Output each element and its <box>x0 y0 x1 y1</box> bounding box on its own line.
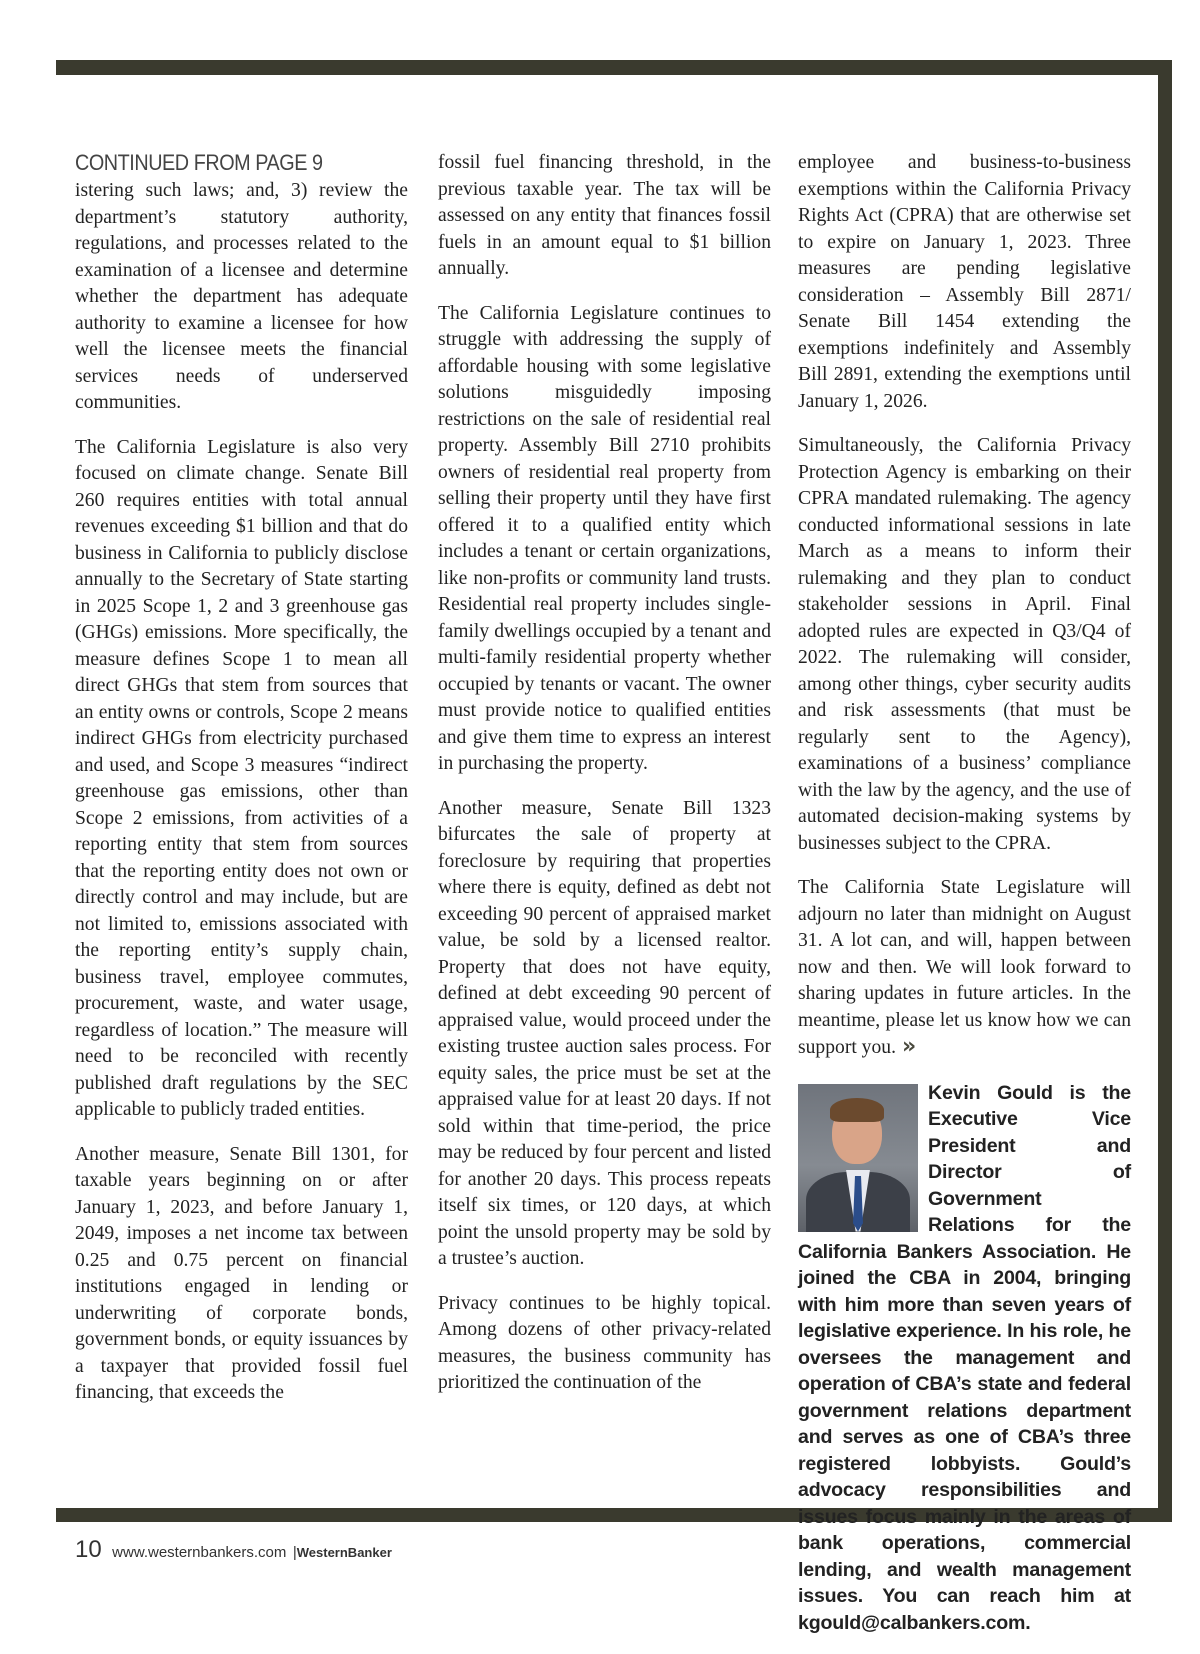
paragraph-closing-text: The California State Legislature will adjourn no later than midnight on August 31. A lot can, and will, happen between now and then. We will look forward to sharing updates in future articles. In the meantime, please let us know how we can support you. <box>798 877 1131 1058</box>
website-link[interactable]: www.westernbankers.com <box>112 1544 287 1561</box>
author-bio-text: Kevin Gould is the Executive Vice President and Director of Government Relations for the California Bankers Association. He joined the CBA in 2004, bringing with him more than seven years of legislative experience. In his role, he oversees the management and operation of CBA’s state and federal government relations department and serves as one of CBA’s three registered lobbyists. Gould’s advocacy responsibilities and issues focus mainly in the areas of bank operations, commercial lending, and wealth management issues. You can reach him at kgould@calbankers.com. <box>798 1081 1131 1634</box>
paragraph: The California Legislature is also very focused on climate change. Senate Bill 260 requires entities with total annual revenues exceeding $1 billion and that do business in California to publicly disclose annually to the Secretary of State starting in 2025 Scope 1, 2 and 3 greenhouse gas (GHGs) emissions. More specifically, the measure defines Scope 1 to mean all direct GHGs that stem from sources that an entity owns or controls, Scope 2 means indirect GHGs from electricity purchased and used, and Scope 3 measures “indirect greenhouse gas emissions, other than Scope 2 emissions, from activities of a reporting entity that stem from sources that the reporting entity does not own or directly control and may include, but are not limited to, emissions associated with the reporting entity’s supply chain, business travel, employee commutes, procurement, waste, and water usage, regardless of location.” The measure will need to be reconciled with recently published draft regulations by the SEC applicable to publicly traded entities. <box>75 436 408 1120</box>
footer-separator: | <box>292 1544 297 1561</box>
article-column-1 <box>75 150 408 1425</box>
paragraph: istering such laws; and, 3) review the department’s statutory authority, regulations, and processes related to the examination of a licensee and determine whether the department has adequate authority to examine a licensee for how well the licensee meets the financial services needs of underserved communities. <box>75 180 408 413</box>
paragraph: Another measure, Senate Bill 1323 bifurcates the sale of property at foreclosure by requiring that properties where there is equity, defined as debt not exceeding 90 percent of appraised market value, be sold by a licensed realtor. Property that does not have equity, defined at debt exceeding 90 percent of appraised value, would proceed under the existing trustee auction sales process. For equity sales, the price must be set at the appraised value for at least 20 days. If not sold within that time-period, the price may be reduced by four percent and listed for another 20 days. This process repeats itself six times, or 120 days, at which point the unsold property may be sold by a trustee’s auction. <box>438 797 771 1269</box>
article-column-3 <box>798 150 1131 1654</box>
author-bio <box>798 1080 1131 1637</box>
end-of-article-icon: » <box>901 1034 911 1059</box>
publication-name: WesternBanker <box>296 1545 392 1560</box>
page-footer <box>75 1536 392 1564</box>
paragraph: Privacy continues to be highly topical. Among dozens of other privacy-related measures, the business community has prioritized the continuation of the <box>438 1292 771 1393</box>
author-photo <box>798 1084 918 1232</box>
paragraph: Another measure, Senate Bill 1301, for taxable years beginning on or after January 1, 2023, and before January 1, 2049, imposes a net income tax between 0.25 and 0.75 percent on financial institutions engaged in lending or underwriting of corporate bonds, government bonds, or equity issuances by a taxpayer that provided fossil fuel financing, that exceeds the <box>75 1143 408 1403</box>
frame-top-bar <box>56 60 1172 75</box>
paragraph: fossil fuel financing threshold, in the previous taxable year. The tax will be assessed on any entity that finances fossil fuels in an amount equal to $1 billion annually. <box>438 152 771 279</box>
paragraph: employee and business-to-business exemptions within the California Privacy Rights Act (CPRA) that are otherwise set to expire on January 1, 2023. Three measures are pending legislative consideration – Assembly Bill 2871/ Senate Bill 1454 extending the exemptions indefinitely and Assembly Bill 2891, extending the exemptions until January 1, 2026. <box>798 152 1131 412</box>
page-number: 10 <box>75 1536 102 1563</box>
paragraph: The California Legislature continues to struggle with addressing the supply of affordable housing with some legislative solutions misguidedly imposing restrictions on the sale of residential real property. Assembly Bill 2710 prohibits owners of residential real property from selling their property until they have first offered it to a qualified entity which includes a tenant or certain organizations, like non-profits or community land trusts. Residential real property includes single-family dwellings occupied by a tenant and multi-family residential property whether occupied by tenants or vacant. The owner must provide notice to qualified entities and give them time to express an interest in purchasing the property. <box>438 302 771 774</box>
frame-right-bar <box>1158 60 1172 1522</box>
article-column-2 <box>438 150 771 1415</box>
paragraph: Simultaneously, the California Privacy Protection Agency is embarking on their CPRA mandated rulemaking. The agency conducted informational sessions in late March as a means to inform their rulemaking and they plan to conduct stakeholder sessions in April. Final adopted rules are expected in Q3/Q4 of 2022. The rulemaking will consider, among other things, cyber security audits and risk assessments (that must be regularly sent to the Agency), examinations of a business’ compliance with the law by the agency, and the use of automated decision-making systems by businesses subject to the CPRA. <box>798 435 1131 854</box>
continued-label: CONTINUED FROM PAGE 9 <box>75 150 323 175</box>
paragraph-closing <box>798 875 1131 1062</box>
